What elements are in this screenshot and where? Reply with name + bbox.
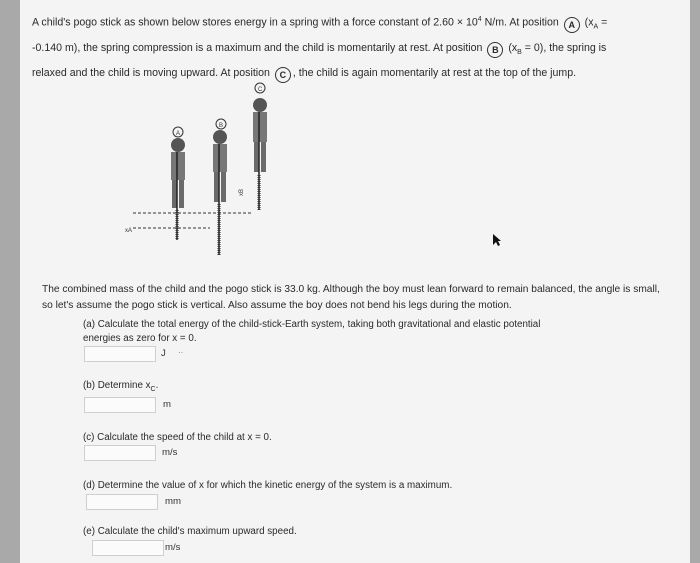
intro-text-8: relaxed and the child is moving upward. At position — [32, 66, 273, 79]
problem-intro — [32, 9, 682, 84]
question-d: (d) Determine the value of x for which the kinetic energy of the system is a maximum. — [83, 480, 453, 491]
unit-a: J — [161, 348, 166, 359]
exponent: 4 — [477, 16, 482, 23]
marker-b-text: B — [219, 123, 224, 129]
hint-a-icon: ·· — [178, 348, 184, 357]
intro-text-4: = — [598, 16, 608, 29]
question-a — [83, 318, 663, 346]
unit-c: m/s — [162, 447, 178, 458]
child-position-c — [253, 98, 267, 210]
question-b-sub: C — [150, 385, 156, 393]
unit-d: mm — [165, 496, 181, 507]
question-c: (c) Calculate the speed of the child at x = 0. — [83, 432, 272, 443]
answer-b-input[interactable] — [84, 397, 156, 413]
pogo-stick-figure — [115, 80, 285, 260]
question-b-end: . — [155, 380, 159, 391]
unit-e: m/s — [165, 542, 181, 553]
problem-paragraph: The combined mass of the child and the pogo stick is 33.0 kg. Although the boy must lean forward to remain balanced, the angle is small, so let's assume the pogo stick is vertical. Also assume the boy does not bend his legs during the motion. — [42, 284, 660, 311]
intro-text-3: (x — [581, 16, 594, 29]
question-e: (e) Calculate the child's maximum upward speed. — [83, 526, 297, 537]
intro-text-5: -0.140 m), the spring compression is a maximum and the child is momentarily at rest. At position — [32, 41, 486, 54]
intro-text-9: , the child is again momentarily at rest at the top of the jump. — [292, 66, 577, 79]
child-position-b — [213, 130, 227, 255]
sub-a: A — [593, 23, 599, 31]
child-position-a — [171, 138, 185, 240]
question-b-text: (b) Determine x — [83, 380, 151, 391]
intro-text-6: (x — [505, 41, 518, 54]
intro-text-7: = 0), the spring is — [521, 41, 607, 54]
intro-text-2: N/m. At position — [481, 16, 562, 29]
position-b-icon: B — [487, 42, 503, 58]
question-a-line1: (a) Calculate the total energy of the child-stick-Earth system, taking both gravitational and elastic potential — [83, 319, 541, 330]
unit-b: m — [163, 399, 171, 410]
label-xa: xA — [125, 228, 133, 234]
marker-a-text: A — [176, 131, 181, 137]
problem-sheet — [20, 0, 690, 563]
answer-a-input[interactable] — [84, 346, 156, 362]
position-a-icon: A — [564, 17, 580, 33]
answer-e-input[interactable] — [92, 540, 164, 556]
mouse-cursor-icon — [492, 233, 502, 247]
answer-c-input[interactable] — [84, 445, 156, 461]
position-c-icon: C — [275, 67, 291, 83]
question-b — [83, 379, 158, 397]
answer-d-input[interactable] — [86, 494, 158, 510]
question-a-line2: energies as zero for x = 0. — [83, 333, 197, 344]
intro-text-1: A child's pogo stick as shown below stores energy in a spring with a force constant of 2.60 × 10 — [32, 16, 478, 29]
marker-c-text: C — [258, 87, 263, 93]
sub-b: B — [517, 48, 522, 56]
label-xb: xB — [239, 188, 245, 196]
